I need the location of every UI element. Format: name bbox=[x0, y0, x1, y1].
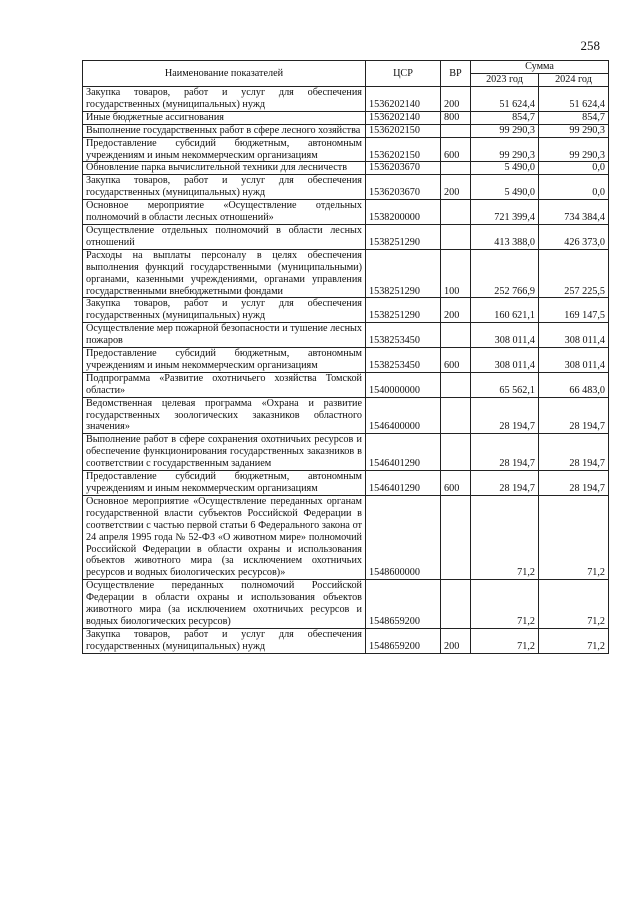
row-sum-2023: 160 621,1 bbox=[471, 298, 539, 323]
header-year-2024: 2024 год bbox=[539, 74, 609, 87]
row-name: Обновление парка вычислительной техники для лесничеств bbox=[83, 162, 366, 175]
row-vr bbox=[441, 162, 471, 175]
table-row bbox=[83, 372, 609, 397]
row-sum-2023: 99 290,3 bbox=[471, 124, 539, 137]
table-row bbox=[83, 224, 609, 249]
row-name: Закупка товаров, работ и услуг для обеспечения государственных (муниципальных) нужд bbox=[83, 298, 366, 323]
row-name: Осуществление отдельных полномочий в области лесных отношений bbox=[83, 224, 366, 249]
row-name: Выполнение работ в сфере сохранения охотничьих ресурсов и обеспечение функционирования государственных заказников в соответствии с государственным заданием bbox=[83, 434, 366, 471]
row-code: 1536203670 bbox=[366, 175, 441, 200]
row-name: Закупка товаров, работ и услуг для обеспечения государственных (муниципальных) нужд bbox=[83, 87, 366, 112]
row-code: 1548659200 bbox=[366, 628, 441, 653]
header-code: ЦСР bbox=[366, 61, 441, 87]
row-sum-2023: 28 194,7 bbox=[471, 471, 539, 496]
row-sum-2023: 854,7 bbox=[471, 111, 539, 124]
row-sum-2023: 51 624,4 bbox=[471, 87, 539, 112]
row-vr bbox=[441, 200, 471, 225]
row-sum-2023: 28 194,7 bbox=[471, 434, 539, 471]
header-vr: ВР bbox=[441, 61, 471, 87]
row-code: 1538251290 bbox=[366, 249, 441, 298]
row-vr bbox=[441, 224, 471, 249]
row-vr: 200 bbox=[441, 298, 471, 323]
row-vr: 200 bbox=[441, 87, 471, 112]
row-name: Выполнение государственных работ в сфере лесного хозяйства bbox=[83, 124, 366, 137]
row-sum-2024: 99 290,3 bbox=[539, 137, 609, 162]
table-row bbox=[83, 397, 609, 434]
header-year-2023: 2023 год bbox=[471, 74, 539, 87]
row-code: 1538251290 bbox=[366, 298, 441, 323]
row-vr: 200 bbox=[441, 175, 471, 200]
row-code: 1536202140 bbox=[366, 87, 441, 112]
table-row bbox=[83, 162, 609, 175]
row-sum-2023: 5 490,0 bbox=[471, 162, 539, 175]
row-sum-2024: 28 194,7 bbox=[539, 397, 609, 434]
row-sum-2023: 28 194,7 bbox=[471, 397, 539, 434]
row-code: 1536202140 bbox=[366, 111, 441, 124]
table-row bbox=[83, 323, 609, 348]
row-name: Подпрограмма «Развитие охотничьего хозяйства Томской области» bbox=[83, 372, 366, 397]
row-code: 1538200000 bbox=[366, 200, 441, 225]
row-name: Ведомственная целевая программа «Охрана и развитие государственных зоологических заказников областного значения» bbox=[83, 397, 366, 434]
row-name: Осуществление переданных полномочий Российской Федерации в области охраны и использования объектов животного мира (за исключением охотничьих ресурсов и водных биологических ресурсов) bbox=[83, 580, 366, 629]
row-vr: 600 bbox=[441, 137, 471, 162]
row-vr bbox=[441, 397, 471, 434]
row-vr bbox=[441, 434, 471, 471]
row-name: Осуществление мер пожарной безопасности и тушение лесных пожаров bbox=[83, 323, 366, 348]
row-code: 1540000000 bbox=[366, 372, 441, 397]
row-sum-2024: 66 483,0 bbox=[539, 372, 609, 397]
row-vr: 600 bbox=[441, 348, 471, 373]
row-code: 1536203670 bbox=[366, 162, 441, 175]
row-code: 1548600000 bbox=[366, 495, 441, 579]
table-row bbox=[83, 249, 609, 298]
page-number: 258 bbox=[580, 38, 600, 53]
header-name: Наименование показателей bbox=[83, 61, 366, 87]
row-sum-2023: 71,2 bbox=[471, 580, 539, 629]
row-vr: 800 bbox=[441, 111, 471, 124]
row-code: 1548659200 bbox=[366, 580, 441, 629]
budget-table bbox=[82, 60, 609, 654]
row-sum-2023: 308 011,4 bbox=[471, 323, 539, 348]
row-name: Закупка товаров, работ и услуг для обеспечения государственных (муниципальных) нужд bbox=[83, 628, 366, 653]
table-row bbox=[83, 495, 609, 579]
row-name: Предоставление субсидий бюджетным, автономным учреждениям и иным некоммерческим организациям bbox=[83, 471, 366, 496]
row-name: Предоставление субсидий бюджетным, автономным учреждениям и иным некоммерческим организациям bbox=[83, 137, 366, 162]
row-sum-2023: 65 562,1 bbox=[471, 372, 539, 397]
row-vr bbox=[441, 495, 471, 579]
row-sum-2024: 308 011,4 bbox=[539, 323, 609, 348]
row-sum-2024: 51 624,4 bbox=[539, 87, 609, 112]
row-vr bbox=[441, 323, 471, 348]
table-row bbox=[83, 434, 609, 471]
row-code: 1546400000 bbox=[366, 397, 441, 434]
row-sum-2024: 28 194,7 bbox=[539, 471, 609, 496]
row-code: 1536202150 bbox=[366, 124, 441, 137]
table-row bbox=[83, 175, 609, 200]
row-sum-2023: 5 490,0 bbox=[471, 175, 539, 200]
row-sum-2024: 28 194,7 bbox=[539, 434, 609, 471]
row-name: Закупка товаров, работ и услуг для обеспечения государственных (муниципальных) нужд bbox=[83, 175, 366, 200]
table-body bbox=[83, 87, 609, 654]
row-sum-2023: 721 399,4 bbox=[471, 200, 539, 225]
row-sum-2023: 413 388,0 bbox=[471, 224, 539, 249]
header-sum: Сумма bbox=[471, 61, 609, 74]
row-sum-2024: 71,2 bbox=[539, 628, 609, 653]
row-sum-2024: 426 373,0 bbox=[539, 224, 609, 249]
row-code: 1538253450 bbox=[366, 348, 441, 373]
row-sum-2024: 308 011,4 bbox=[539, 348, 609, 373]
row-sum-2023: 71,2 bbox=[471, 495, 539, 579]
row-name: Иные бюджетные ассигнования bbox=[83, 111, 366, 124]
row-code: 1538253450 bbox=[366, 323, 441, 348]
row-sum-2023: 99 290,3 bbox=[471, 137, 539, 162]
row-name: Основное мероприятие «Осуществление отдельных полномочий в области лесных отношений» bbox=[83, 200, 366, 225]
table-row bbox=[83, 628, 609, 653]
table-row bbox=[83, 298, 609, 323]
row-sum-2024: 257 225,5 bbox=[539, 249, 609, 298]
row-vr: 600 bbox=[441, 471, 471, 496]
row-sum-2024: 71,2 bbox=[539, 580, 609, 629]
row-sum-2024: 734 384,4 bbox=[539, 200, 609, 225]
row-code: 1536202150 bbox=[366, 137, 441, 162]
row-name: Основное мероприятие «Осуществление переданных органам государственной власти субъектов Российской Федерации в соответствии с частью первой статьи 6 Федерального закона от 24 апреля 1995 года № 52-ФЗ «О животном мире» полномочий Российской Федерации в области охраны и использования объектов животного мира (за исключением охотничьих ресурсов и водных биологических ресурсов)» bbox=[83, 495, 366, 579]
row-name: Предоставление субсидий бюджетным, автономным учреждениям и иным некоммерческим организациям bbox=[83, 348, 366, 373]
table-row bbox=[83, 348, 609, 373]
row-sum-2023: 252 766,9 bbox=[471, 249, 539, 298]
row-vr: 100 bbox=[441, 249, 471, 298]
row-code: 1546401290 bbox=[366, 434, 441, 471]
row-code: 1538251290 bbox=[366, 224, 441, 249]
table-row bbox=[83, 87, 609, 112]
table-row bbox=[83, 111, 609, 124]
table-row bbox=[83, 471, 609, 496]
row-code: 1546401290 bbox=[366, 471, 441, 496]
table-row bbox=[83, 137, 609, 162]
row-sum-2024: 0,0 bbox=[539, 175, 609, 200]
row-sum-2024: 71,2 bbox=[539, 495, 609, 579]
row-vr bbox=[441, 580, 471, 629]
row-sum-2024: 99 290,3 bbox=[539, 124, 609, 137]
row-vr: 200 bbox=[441, 628, 471, 653]
row-vr bbox=[441, 124, 471, 137]
row-vr bbox=[441, 372, 471, 397]
table-row bbox=[83, 124, 609, 137]
row-sum-2023: 71,2 bbox=[471, 628, 539, 653]
row-name: Расходы на выплаты персоналу в целях обеспечения выполнения функций государственными (муниципальными) органами, казенными учреждениями, органами управления государственными внебюджетными фондами bbox=[83, 249, 366, 298]
table-row bbox=[83, 580, 609, 629]
table-row bbox=[83, 200, 609, 225]
row-sum-2023: 308 011,4 bbox=[471, 348, 539, 373]
row-sum-2024: 169 147,5 bbox=[539, 298, 609, 323]
row-sum-2024: 0,0 bbox=[539, 162, 609, 175]
row-sum-2024: 854,7 bbox=[539, 111, 609, 124]
table-header bbox=[83, 61, 609, 87]
